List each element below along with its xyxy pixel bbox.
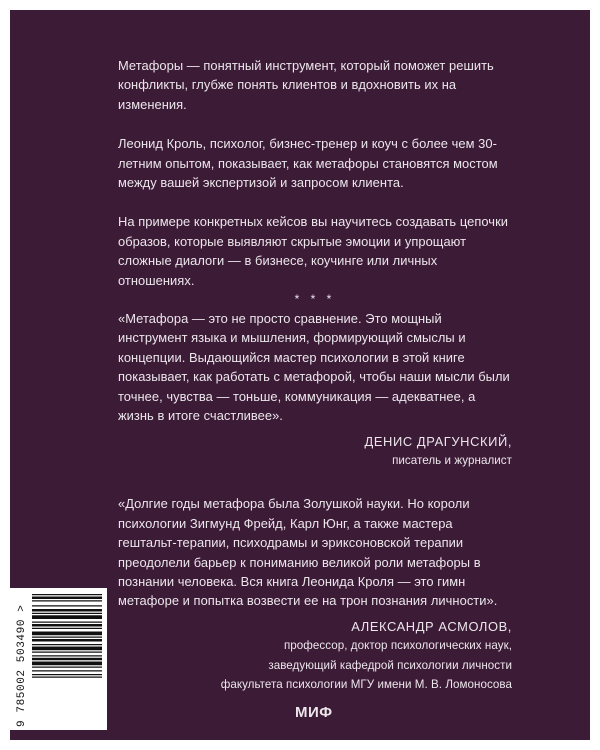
barcode-bar — [32, 622, 102, 623]
barcode-bar — [32, 639, 102, 642]
quote-block-1 — [118, 309, 512, 470]
annotation-paragraph-2: Леонид Кроль, психолог, бизнес-тренер и коуч с более чем 30-летним опытом, показывает, как метафоры становятся мостом между вашей экспертизой и запросом клиента. — [118, 136, 498, 191]
barcode-bar — [32, 600, 102, 601]
barcode-bar — [32, 594, 102, 595]
barcode-bar — [32, 677, 102, 678]
separator-asterisks: * * * — [294, 292, 336, 307]
barcode-bar — [32, 658, 102, 661]
barcode-bar — [32, 597, 102, 600]
quote-author-role: заведующий кафедрой психологии личности — [268, 658, 512, 672]
barcode-bar — [32, 667, 102, 668]
barcode-bar — [32, 647, 102, 651]
barcode-bar — [32, 609, 102, 612]
publisher-logo: МИФ — [295, 704, 333, 721]
barcode-bar — [32, 674, 102, 675]
barcode-bar — [32, 613, 102, 614]
barcode-bar — [32, 644, 102, 645]
barcode-digits: 9 785002 503490 > — [16, 604, 28, 727]
barcode-bars — [32, 592, 102, 726]
barcode-bar — [32, 628, 102, 629]
barcode-bar — [32, 652, 102, 653]
quote-author: АЛЕКСАНДР АСМОЛОВ, — [351, 618, 512, 634]
barcode-bar — [32, 662, 102, 666]
quote-block-2 — [118, 494, 512, 694]
annotation-paragraph-3: На примере конкретных кейсов вы научитесь создавать цепочки образов, которые выявляют скрытые эмоции и упрощают сложные диалоги — в бизнесе, коучинге или личных отношениях. — [118, 214, 509, 288]
quote-author: ДЕНИС ДРАГУНСКИЙ, — [364, 433, 512, 449]
barcode-bar — [32, 605, 102, 606]
quote-author-role: факультета психологии МГУ имени М. В. Ломоносова — [220, 677, 512, 691]
quote-author-role: писатель и журналист — [392, 453, 512, 467]
quote-author-role: профессор, доктор психологических наук, — [283, 639, 512, 653]
quote-text: «Метафора — это не просто сравнение. Это мощный инструмент языка и мышления, формирующий смыслы и концепции. Выдающийся мастер психологии в этой книге показывает, как работать с метафорой, чтобы наши мысли были точнее, чувства — тоньше, коммуникация — адекватнее, а жизнь в итоге счастливее». — [118, 311, 510, 424]
isbn-barcode — [10, 588, 107, 730]
barcode-bar — [32, 670, 102, 671]
quote-text: «Долгие годы метафора была Золушкой науки. Но короли психологии Зигмунд Фрейд, Карл Юнг, а также мастера гештальт-терапии, психодрамы и эриксоновской терапии преодолели барьер к пониманию великой роли метафоры в познании человека. Вся книга Леонида Кроля — это гимн метафоре и попытка возвести ее на трон познания личности». — [118, 496, 498, 609]
barcode-bar — [32, 655, 102, 656]
annotation-text — [118, 56, 512, 694]
barcode-bar — [32, 632, 102, 636]
barcode-bar — [32, 624, 102, 627]
barcode-bar — [32, 637, 102, 638]
annotation-paragraph-1: Метафоры — понятный инструмент, который поможет решить конфликты, глубже понять клиентов и вдохновить их на изменения. — [118, 58, 494, 112]
barcode-bar — [32, 615, 102, 619]
